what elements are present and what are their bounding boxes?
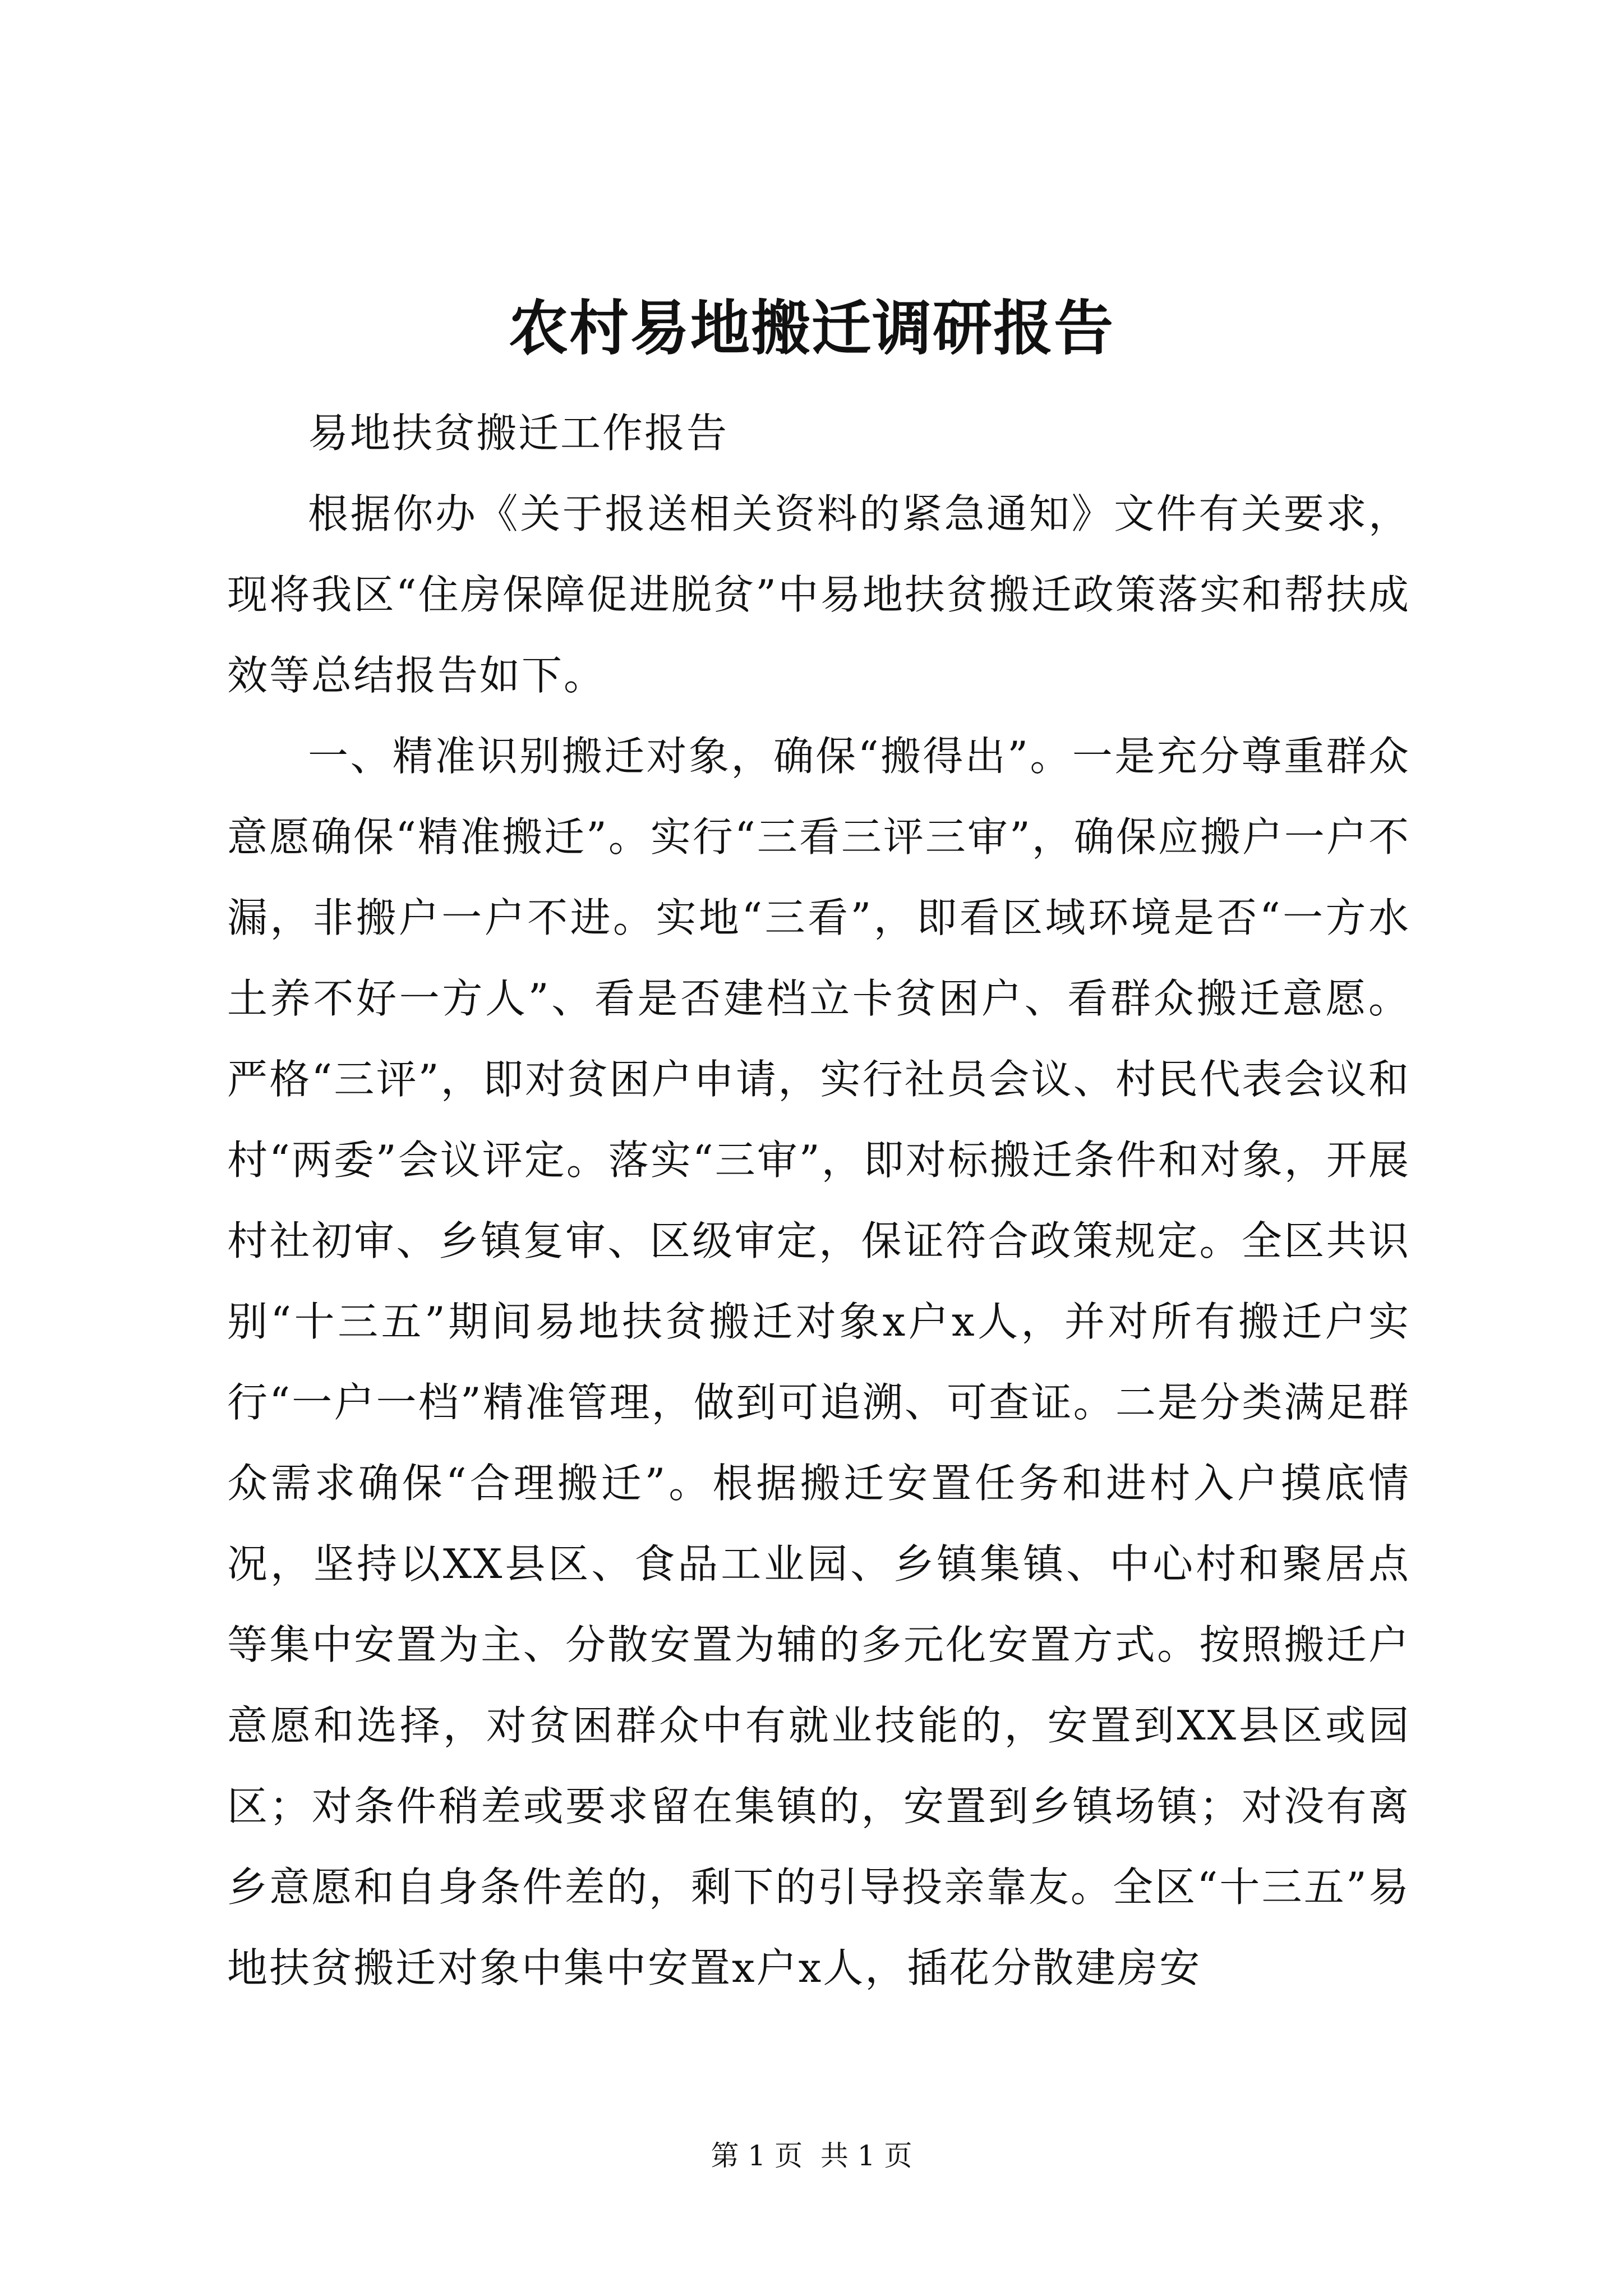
document-body xyxy=(227,393,1410,2008)
page-footer: 第 1 页 共 1 页 xyxy=(711,2139,912,2172)
paragraph-intro: 根据你办《关于报送相关资料的紧急通知》文件有关要求，现将我区“住房保障促进脱贫”中易地扶贫搬迁政策落实和帮扶成效等总结报告如下。 xyxy=(227,490,1410,699)
paragraph-subtitle: 易地扶贫搬迁工作报告 xyxy=(308,409,729,457)
paragraph-section-one: 一、精准识别搬迁对象，确保“搬得出”。一是充分尊重群众意愿确保“精准搬迁”。实行“三看三评三审”，确保应搬户一户不漏，非搬户一户不进。实地“三看”，即看区域环境是否“一方水土养不好一方人”、看是否建档立卡贫困户、看群众搬迁意愿。严格“三评”，即对贫困户申请，实行社员会议、村民代表会议和村“两委”会议评定。落实“三审”，即对标搬迁条件和对象，开展村社初审、乡镇复审、区级审定，保证符合政策规定。全区共识别“十三五”期间易地扶贫搬迁对象x户x人，并对所有搬迁户实行“一户一档”精准管理，做到可追溯、可查证。二是分类满足群众需求确保“合理搬迁”。根据搬迁安置任务和进村入户摸底情况，坚持以XX县区、食品工业园、乡镇集镇、中心村和聚居点等集中安置为主、分散安置为辅的多元化安置方式。按照搬迁户意愿和选择，对贫困群众中有就业技能的，安置到XX县区或园区；对条件稍差或要求留在集镇的，安置到乡镇场镇；对没有离乡意愿和自身条件差的，剩下的引导投亲靠友。全区“十三五”易地扶贫搬迁对象中集中安置x户x人，插花分散建房安 xyxy=(227,733,1410,1991)
document-title: 农村易地搬迁调研报告 xyxy=(509,293,1114,363)
